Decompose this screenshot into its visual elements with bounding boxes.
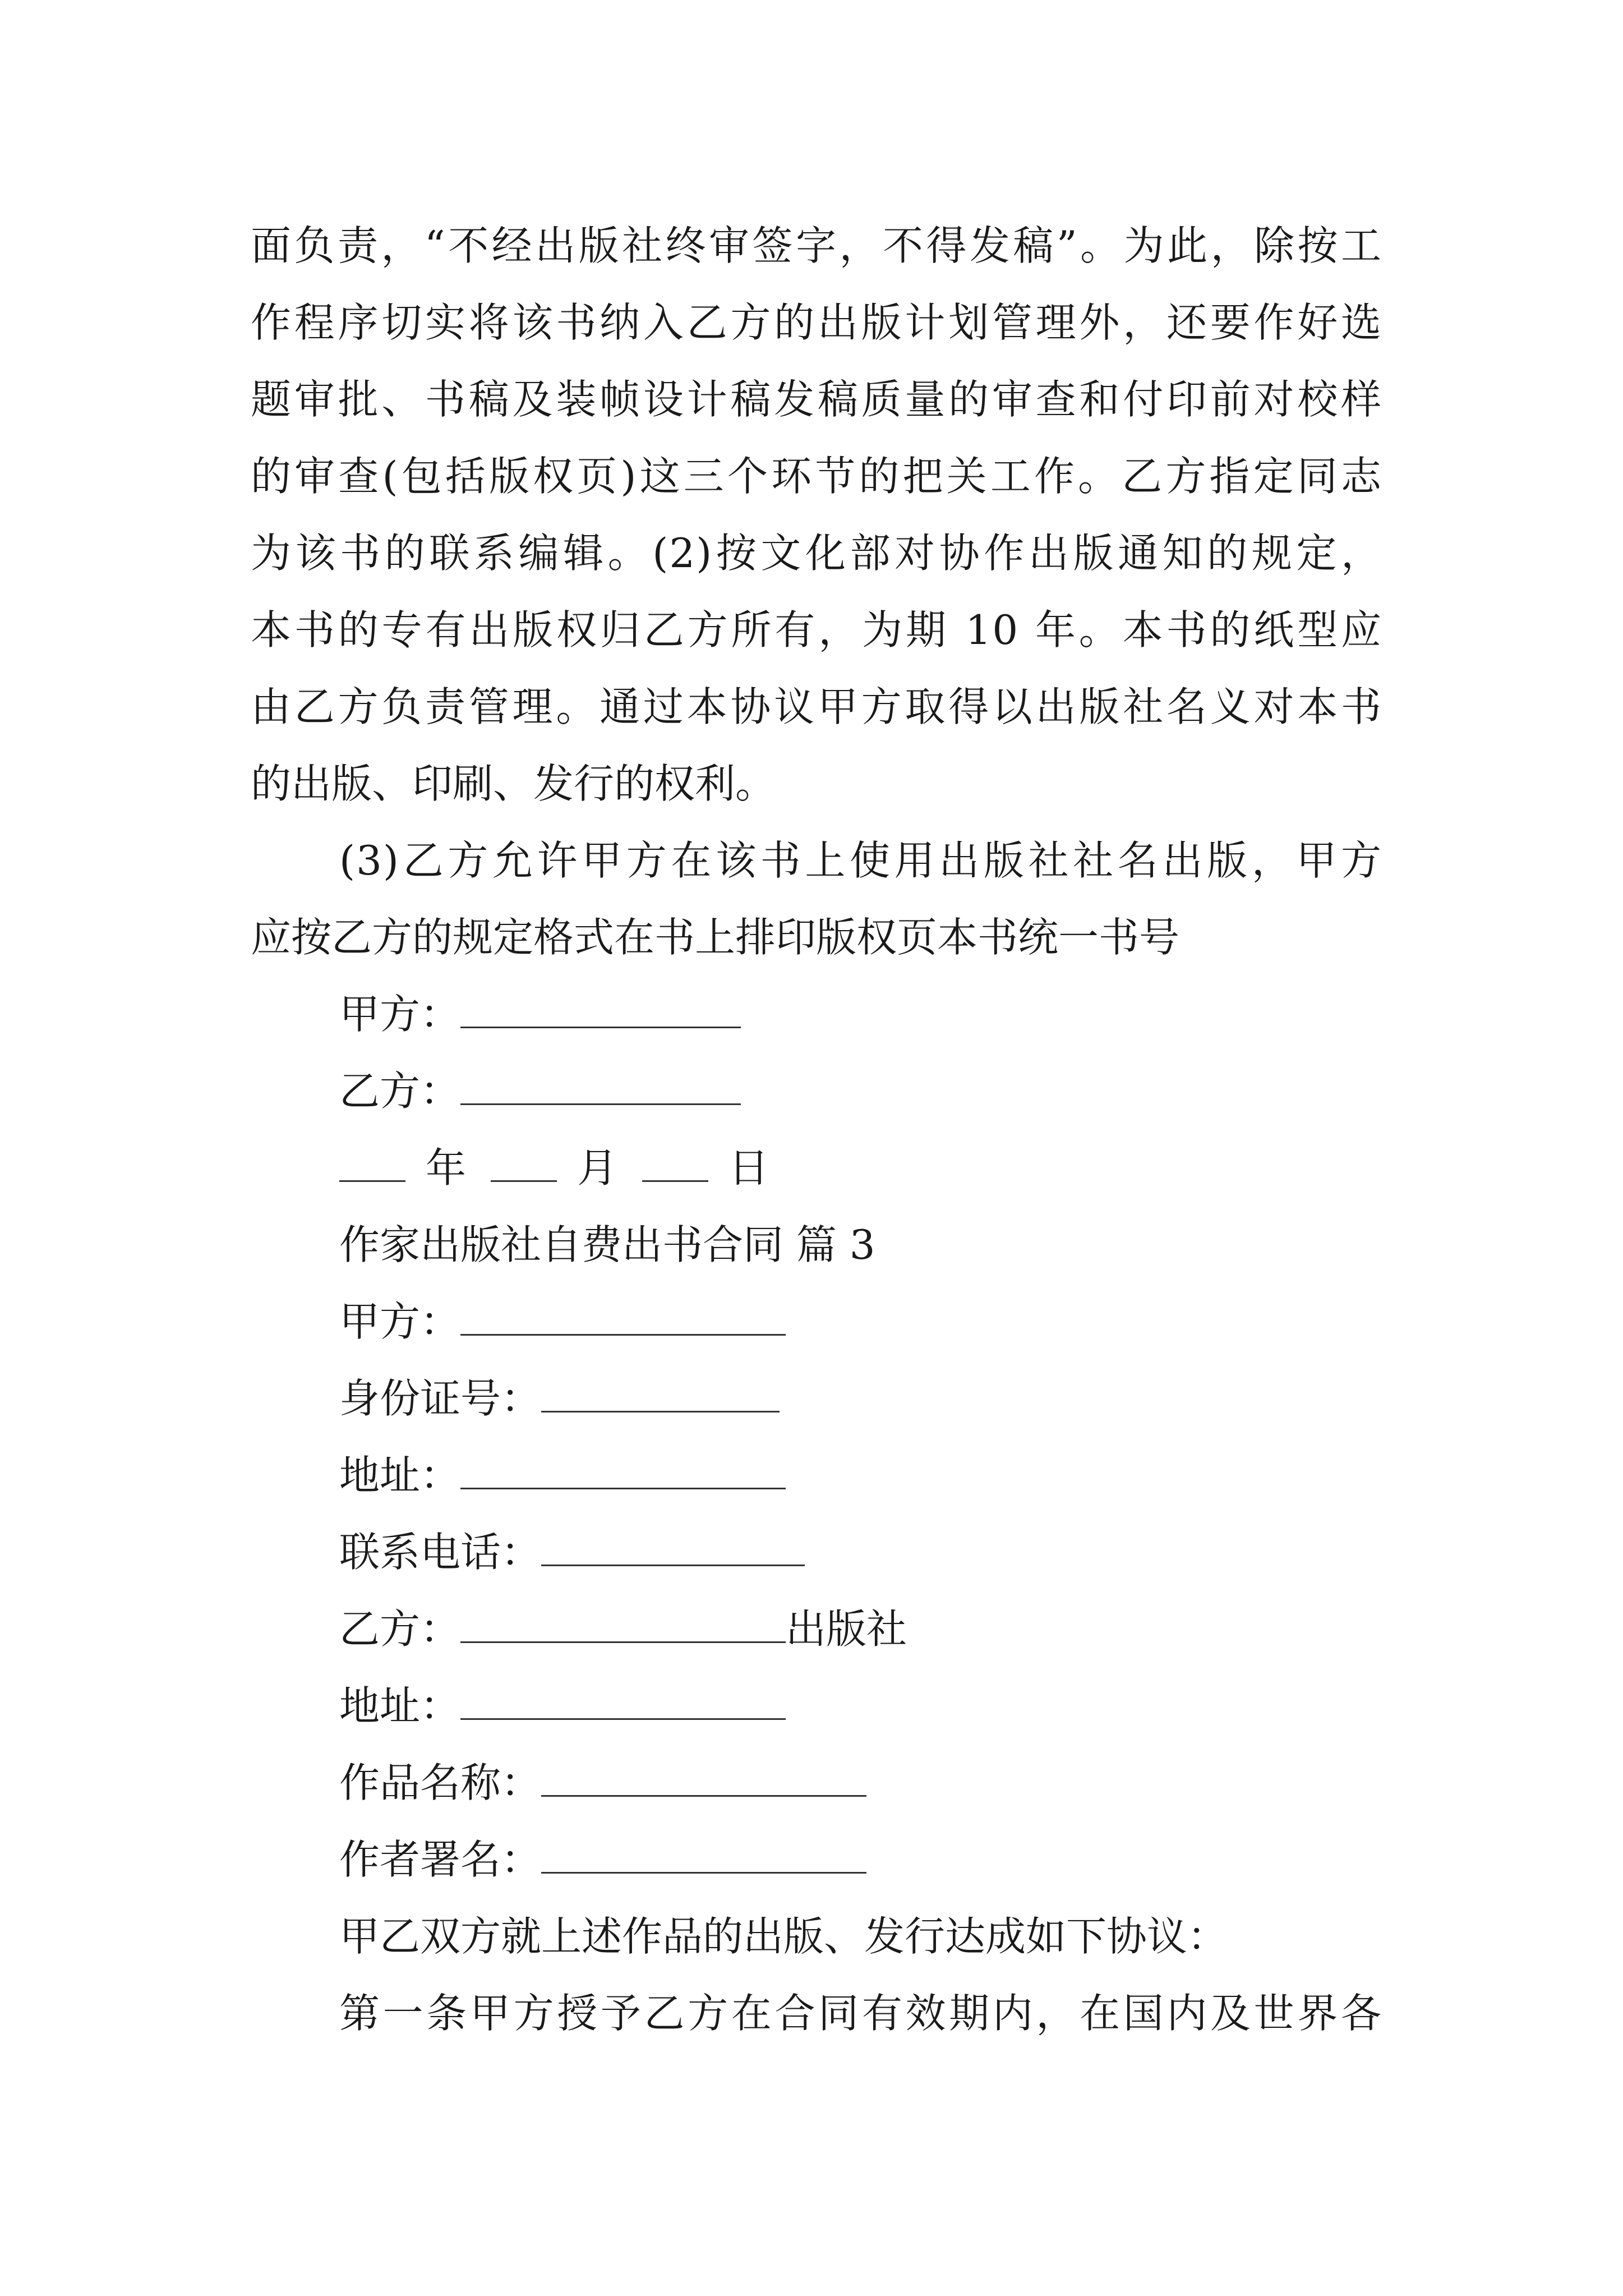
article-1: 第一条甲方授予乙方在合同有效期内，在国内及世界各 [339, 1990, 1382, 2037]
signature-party-b-label: 乙方： [339, 1068, 461, 1115]
field-party-b [339, 1602, 907, 1656]
date-year-blank[interactable] [339, 1144, 405, 1182]
field-party-a-label: 甲方： [339, 1298, 461, 1345]
field-party-b-blank[interactable] [460, 1605, 786, 1643]
field-id-number [339, 1372, 780, 1425]
signature-party-a-blank[interactable] [460, 991, 741, 1028]
field-party-b-suffix: 出版社 [786, 1605, 907, 1653]
date-year-label: 年 [426, 1144, 467, 1191]
paragraph-line: 本书的专有出版权归乙方所有，为期 10 年。本书的纸型应 [251, 606, 1382, 654]
field-address-b-label: 地址： [339, 1682, 461, 1729]
section-title: 作家出版社自费出书合同 篇 3 [339, 1221, 875, 1268]
paragraph-line: 的审查(包括版权页)这三个环节的把关工作。乙方指定同志 [251, 453, 1382, 500]
field-party-a-blank[interactable] [460, 1298, 786, 1336]
field-id-number-blank[interactable] [541, 1375, 780, 1412]
field-party-b-label: 乙方： [339, 1605, 461, 1653]
paragraph-line: 为该书的联系编辑。(2)按文化部对协作出版通知的规定， [251, 530, 1382, 577]
paragraph-line: 由乙方负责管理。通过本协议甲方取得以出版社名义对本书 [251, 683, 1382, 730]
date-day-label: 日 [728, 1144, 769, 1191]
field-phone [339, 1525, 805, 1579]
agreement-intro: 甲乙双方就上述作品的出版、发行达成如下协议： [339, 1913, 1228, 1960]
signature-party-a-label: 甲方： [339, 991, 461, 1038]
field-phone-blank[interactable] [541, 1529, 805, 1566]
date-day-blank[interactable] [642, 1144, 708, 1182]
field-address-b-blank[interactable] [460, 1682, 786, 1720]
signature-party-b-blank[interactable] [460, 1068, 741, 1105]
date-month-blank[interactable] [491, 1144, 557, 1182]
field-address-a [339, 1448, 786, 1502]
paragraph-line: 作程序切实将该书纳入乙方的出版计划管理外，还要作好选 [251, 299, 1382, 346]
signature-party-b [339, 1064, 741, 1118]
paragraph-line: (3)乙方允许甲方在该书上使用出版社社名出版，甲方 [339, 837, 1382, 884]
field-address-b [339, 1679, 786, 1733]
field-work-title [339, 1756, 866, 1810]
paragraph-line: 的出版、印刷、发行的权利。 [251, 760, 776, 807]
signature-party-a [339, 987, 741, 1041]
field-work-title-blank[interactable] [541, 1759, 866, 1797]
date-month-label: 月 [577, 1144, 618, 1191]
field-id-number-label: 身份证号： [339, 1375, 542, 1422]
paragraph-line: 应按乙方的规定格式在书上排印版权页本书统一书号 [251, 914, 1180, 961]
field-address-a-label: 地址： [339, 1452, 461, 1499]
paragraph-line: 面负责，“不经出版社终审签字，不得发稿”。为此，除按工 [251, 222, 1382, 269]
signature-date [339, 1141, 769, 1195]
field-author-name-label: 作者署名： [339, 1836, 542, 1883]
field-work-title-label: 作品名称： [339, 1759, 542, 1806]
field-party-a [339, 1295, 786, 1349]
field-phone-label: 联系电话： [339, 1529, 542, 1576]
field-author-name [339, 1833, 866, 1887]
paragraph-line: 题审批、书稿及装帧设计稿发稿质量的审查和付印前对校样 [251, 376, 1382, 423]
field-author-name-blank[interactable] [541, 1836, 866, 1874]
field-address-a-blank[interactable] [460, 1452, 786, 1489]
